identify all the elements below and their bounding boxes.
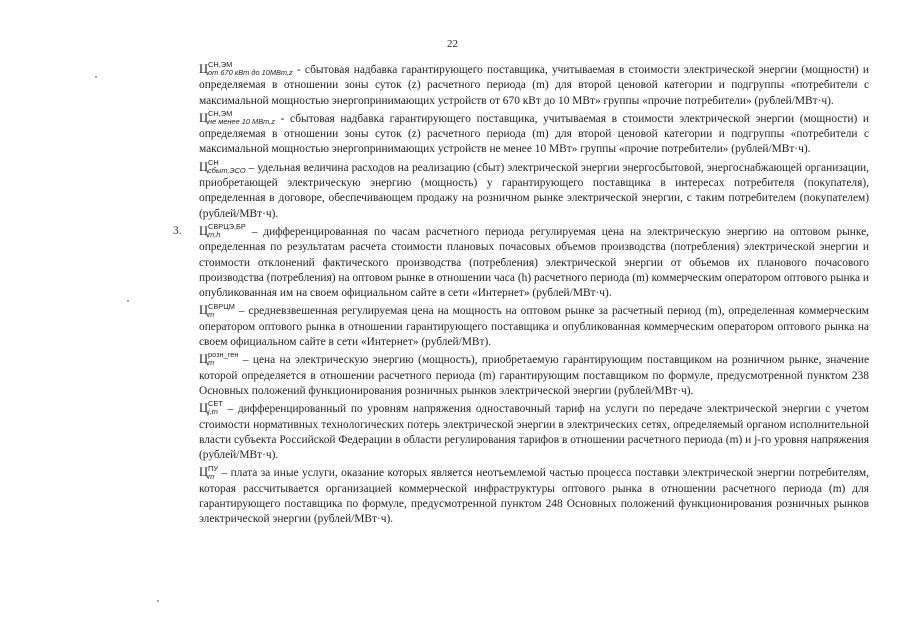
symbol-subscript: m,h: [208, 230, 221, 240]
definition-text: - сбытовая надбавка гарантирующего поставщика, учитываемая в стоимости электрической энергии (мощности) и определяемая в отношении зоны суток (z) расчетного периода (m) для второй ценовой категории и подгруппы «потребители с максимальной мощностью энергопринимающих устройств не менее 10 МВт» группы «прочие потребители» (рублей/МВт·ч).: [199, 112, 869, 156]
symbol-superscript: СВРЦМ: [208, 301, 235, 311]
symbol-subscript: j,m: [208, 407, 218, 417]
symbol-subscript: m: [208, 471, 215, 481]
symbol-subscript: m: [208, 309, 215, 319]
page-number: 22: [447, 38, 458, 50]
definition-paragraph: [199, 62, 869, 109]
scan-speck: [157, 600, 159, 602]
price-symbol: Ц СВРЦМ m: [199, 301, 235, 319]
definition-paragraph: [199, 352, 869, 399]
document-body: [173, 60, 869, 530]
symbol-superscript: СВРЦЭ,БР: [208, 222, 246, 232]
price-symbol: Ц ПУ m: [199, 463, 219, 481]
symbol-subscript: сбыт,ЭСО: [208, 165, 246, 175]
symbol-superscript: розн_ген: [208, 350, 239, 360]
price-symbol: Ц розн_ген m: [199, 350, 239, 368]
definition-paragraph: [199, 401, 869, 463]
definition-text: - сбытовая надбавка гарантирующего поставщика, учитываемая в стоимости электрической энергии (мощности) и определяемая в отношении зоны суток (z) расчетного периода (m) для второй ценовой категории и подгруппы «потребители с максимальной мощностью энергопринимающих устройств от 670 кВт до 10 МВт» группы «прочие потребители» (рублей/МВт·ч).: [199, 64, 869, 107]
scan-speck: [127, 300, 129, 302]
scan-speck: [95, 76, 97, 78]
price-symbol: Ц СВРЦЭ,БР m,h: [199, 222, 246, 240]
symbol-subscript: m: [208, 358, 215, 368]
price-symbol: Ц СН,ЭМ от 670 кВт до 10МВт,z: [199, 60, 293, 78]
definition-text: – плата за иные услуги, оказание которых является неотъемлемой частью процесса поставки электрической энергии потребителям, которая рассчитывается организацией коммерческой инфраструктуры оптового рынка в отношении расчетного периода (m) для гарантирующего поставщика по формуле, предусмотренной пунктом 248 Основных положений функционирования розничных рынков электрической энергии (рублей/МВт·ч).: [199, 467, 869, 526]
symbol-superscript: СН: [208, 157, 219, 167]
symbol-superscript: СН,ЭМ: [208, 60, 233, 70]
price-symbol: Ц СЕТ j,m: [199, 399, 223, 417]
definition-text: – цена на электрическую энергию (мощность), приобретаемую гарантирующим поставщиком на розничном рынке, значение которой определяется в отношении расчетного периода (m) гарантирующим поставщиком по формуле, предусмотренной пунктом 238 Основных положений функционирования розничных рынков электрической энергии (рублей/МВт·ч).: [199, 354, 869, 397]
definition-text: – дифференцированная по часам расчетного периода регулируемая цена на электрическую энергию на оптовом рынке, определенная по результатам расчета стоимости плановых почасовых объемов производства (потребления) электрической энергии и стоимости отклонений фактического производства (потребления) электрической энергии от объемов их планового почасового производства (потребления) на оптовом рынке в отношении часа (h) расчетного периода (m) коммерческим оператором оптового рынка и опубликованная им на своем официальном сайте в сети «Интернет» (рублей/МВт·ч).: [199, 225, 869, 300]
price-symbol: Ц СН сбыт,ЭСО: [199, 157, 246, 175]
definition-paragraph: [199, 111, 869, 158]
definition-text: – дифференцированный по уровням напряжения одноставочный тариф на услуги по передаче электрической энергии с учетом стоимости нормативных технологических потерь электрической энергии в электрических сетях, определяемый органом исполнительной власти субъекта Российской Федерации в области регулирования тарифов в отношении расчетного периода (m) и j-го уровня напряжения (рублей/МВт·ч).: [199, 403, 869, 462]
item-number: 3.: [173, 224, 182, 237]
symbol-superscript: СЕТ: [208, 399, 223, 409]
symbol-superscript: ПУ: [208, 463, 219, 473]
definition-text: – средневзвешенная регулируемая цена на мощность на оптовом рынке за расчетный период (m), определенная коммерческим оператором оптового рынка в отношении гарантирующего поставщика и опубликованная коммерческим оператором оптового рынка на своем официальном сайте в сети «Интернет» (рублей/МВт).: [199, 305, 869, 349]
definition-text: – удельная величина расходов на реализацию (сбыт) электрической энергии энергосбытовой, энергоснабжающей организации, приобретающей электрическую энергию (мощность) у гарантирующего поставщика в интересах потребителя (покупателя), определенная в договоре, обеспечивающем продажу на розничном рынке электрической энергии, с таким потребителем (покупателем) (рублей/МВт·ч).: [199, 161, 869, 220]
symbol-subscript: не менее 10 МВт,z: [208, 117, 275, 127]
definition-paragraph: [199, 157, 869, 222]
definition-paragraph: [173, 222, 869, 301]
definition-paragraph: [199, 303, 869, 350]
symbol-superscript: СН,ЭМ: [208, 109, 233, 119]
price-symbol: Ц СН,ЭМ не менее 10 МВт,z: [199, 109, 275, 127]
symbol-subscript: от 670 кВт до 10МВт,z: [208, 68, 293, 78]
definition-paragraph: [199, 465, 869, 527]
